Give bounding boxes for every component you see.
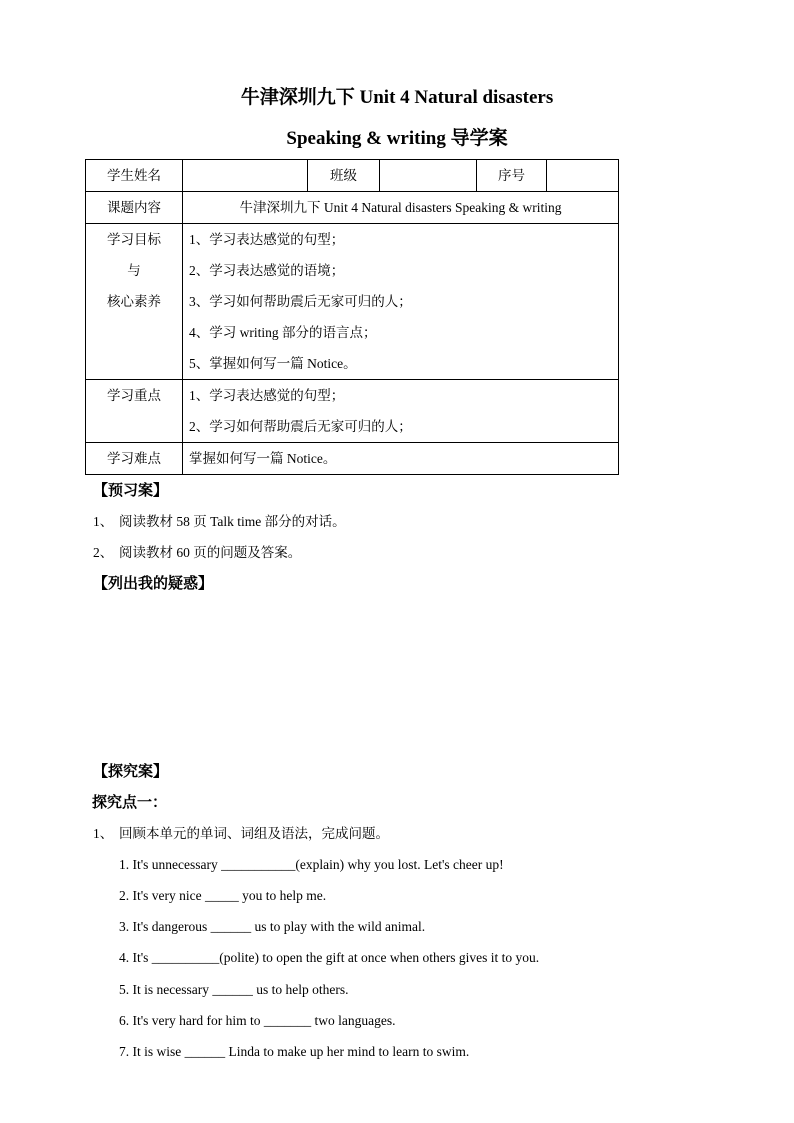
preview-heading: 【预习案】 (93, 483, 169, 499)
explore-item-text: 回顾本单元的单词、词组及语法，完成问题。 (119, 826, 389, 841)
goal-item: 4、学习 writing 部分的语言点； (189, 325, 377, 340)
difficulty-label: 学习难点 (107, 451, 161, 466)
exercise-question: 5. It is necessary ______ us to help others. (119, 982, 349, 997)
student-name-label: 学生姓名 (86, 160, 183, 192)
title-line-2: Speaking & writing 导学案 (286, 128, 508, 149)
explore-heading: 【探究案】 (93, 764, 169, 780)
explore-item-number: 1、 (93, 826, 114, 841)
key-points-row (86, 380, 619, 443)
topic-row (86, 192, 619, 224)
key-point-item: 1、学习表达感觉的句型； (189, 388, 345, 403)
preview-item-text: 阅读教材 60 页的问题及答案。 (119, 545, 302, 560)
doubts-heading: 【列出我的疑惑】 (93, 576, 214, 592)
exercise-question: 2. It's very nice _____ you to help me. (119, 888, 327, 903)
goals-label-line: 与 (127, 263, 141, 278)
difficulty-value: 掌握如何写一篇 Notice。 (189, 451, 337, 466)
preview-item (93, 512, 346, 532)
preview-item-number: 1、 (93, 514, 114, 529)
topic-value: 牛津深圳九下 Unit 4 Natural disasters Speaking & writing (239, 200, 562, 215)
class-label: 班级 (308, 160, 380, 192)
key-points-label: 学习重点 (107, 388, 161, 403)
explore-point-heading: 探究点一： (92, 795, 168, 811)
title-line-1: 牛津深圳九下 Unit 4 Natural disasters (240, 87, 554, 108)
goals-label-line: 核心素养 (107, 294, 161, 309)
preview-item-number: 2、 (93, 545, 114, 560)
exercise-question: 7. It is wise ______ Linda to make up her mind to learn to swim. (119, 1044, 470, 1059)
class-field[interactable] (380, 160, 477, 192)
goals-label-line: 学习目标 (107, 232, 161, 247)
exercise-question: 3. It's dangerous ______ us to play with the wild animal. (119, 919, 426, 934)
seat-field[interactable] (547, 160, 619, 192)
preview-item-text: 阅读教材 58 页 Talk time 部分的对话。 (119, 514, 346, 529)
topic-label: 课题内容 (107, 200, 161, 215)
goals-row (86, 224, 619, 380)
explore-item (93, 824, 389, 844)
difficulty-row (86, 443, 619, 475)
student-name-field[interactable] (183, 160, 308, 192)
goal-item: 2、学习表达感觉的语境； (189, 263, 345, 278)
exercise-question: 1. It's unnecessary ___________(explain) why you lost. Let's cheer up! (119, 857, 504, 872)
student-info-row (86, 160, 619, 192)
key-point-item: 2、学习如何帮助震后无家可归的人； (189, 419, 412, 434)
exercise-question: 4. It's __________(polite) to open the gift at once when others gives it to you. (119, 950, 540, 965)
exercise-question: 6. It's very hard for him to _______ two languages. (119, 1013, 396, 1028)
goal-item: 5、掌握如何写一篇 Notice。 (189, 356, 357, 371)
seat-label: 序号 (477, 160, 547, 192)
preview-item (93, 543, 301, 563)
lesson-info-table (85, 159, 619, 475)
goal-item: 3、学习如何帮助震后无家可归的人； (189, 294, 412, 309)
goal-item: 1、学习表达感觉的句型； (189, 232, 345, 247)
